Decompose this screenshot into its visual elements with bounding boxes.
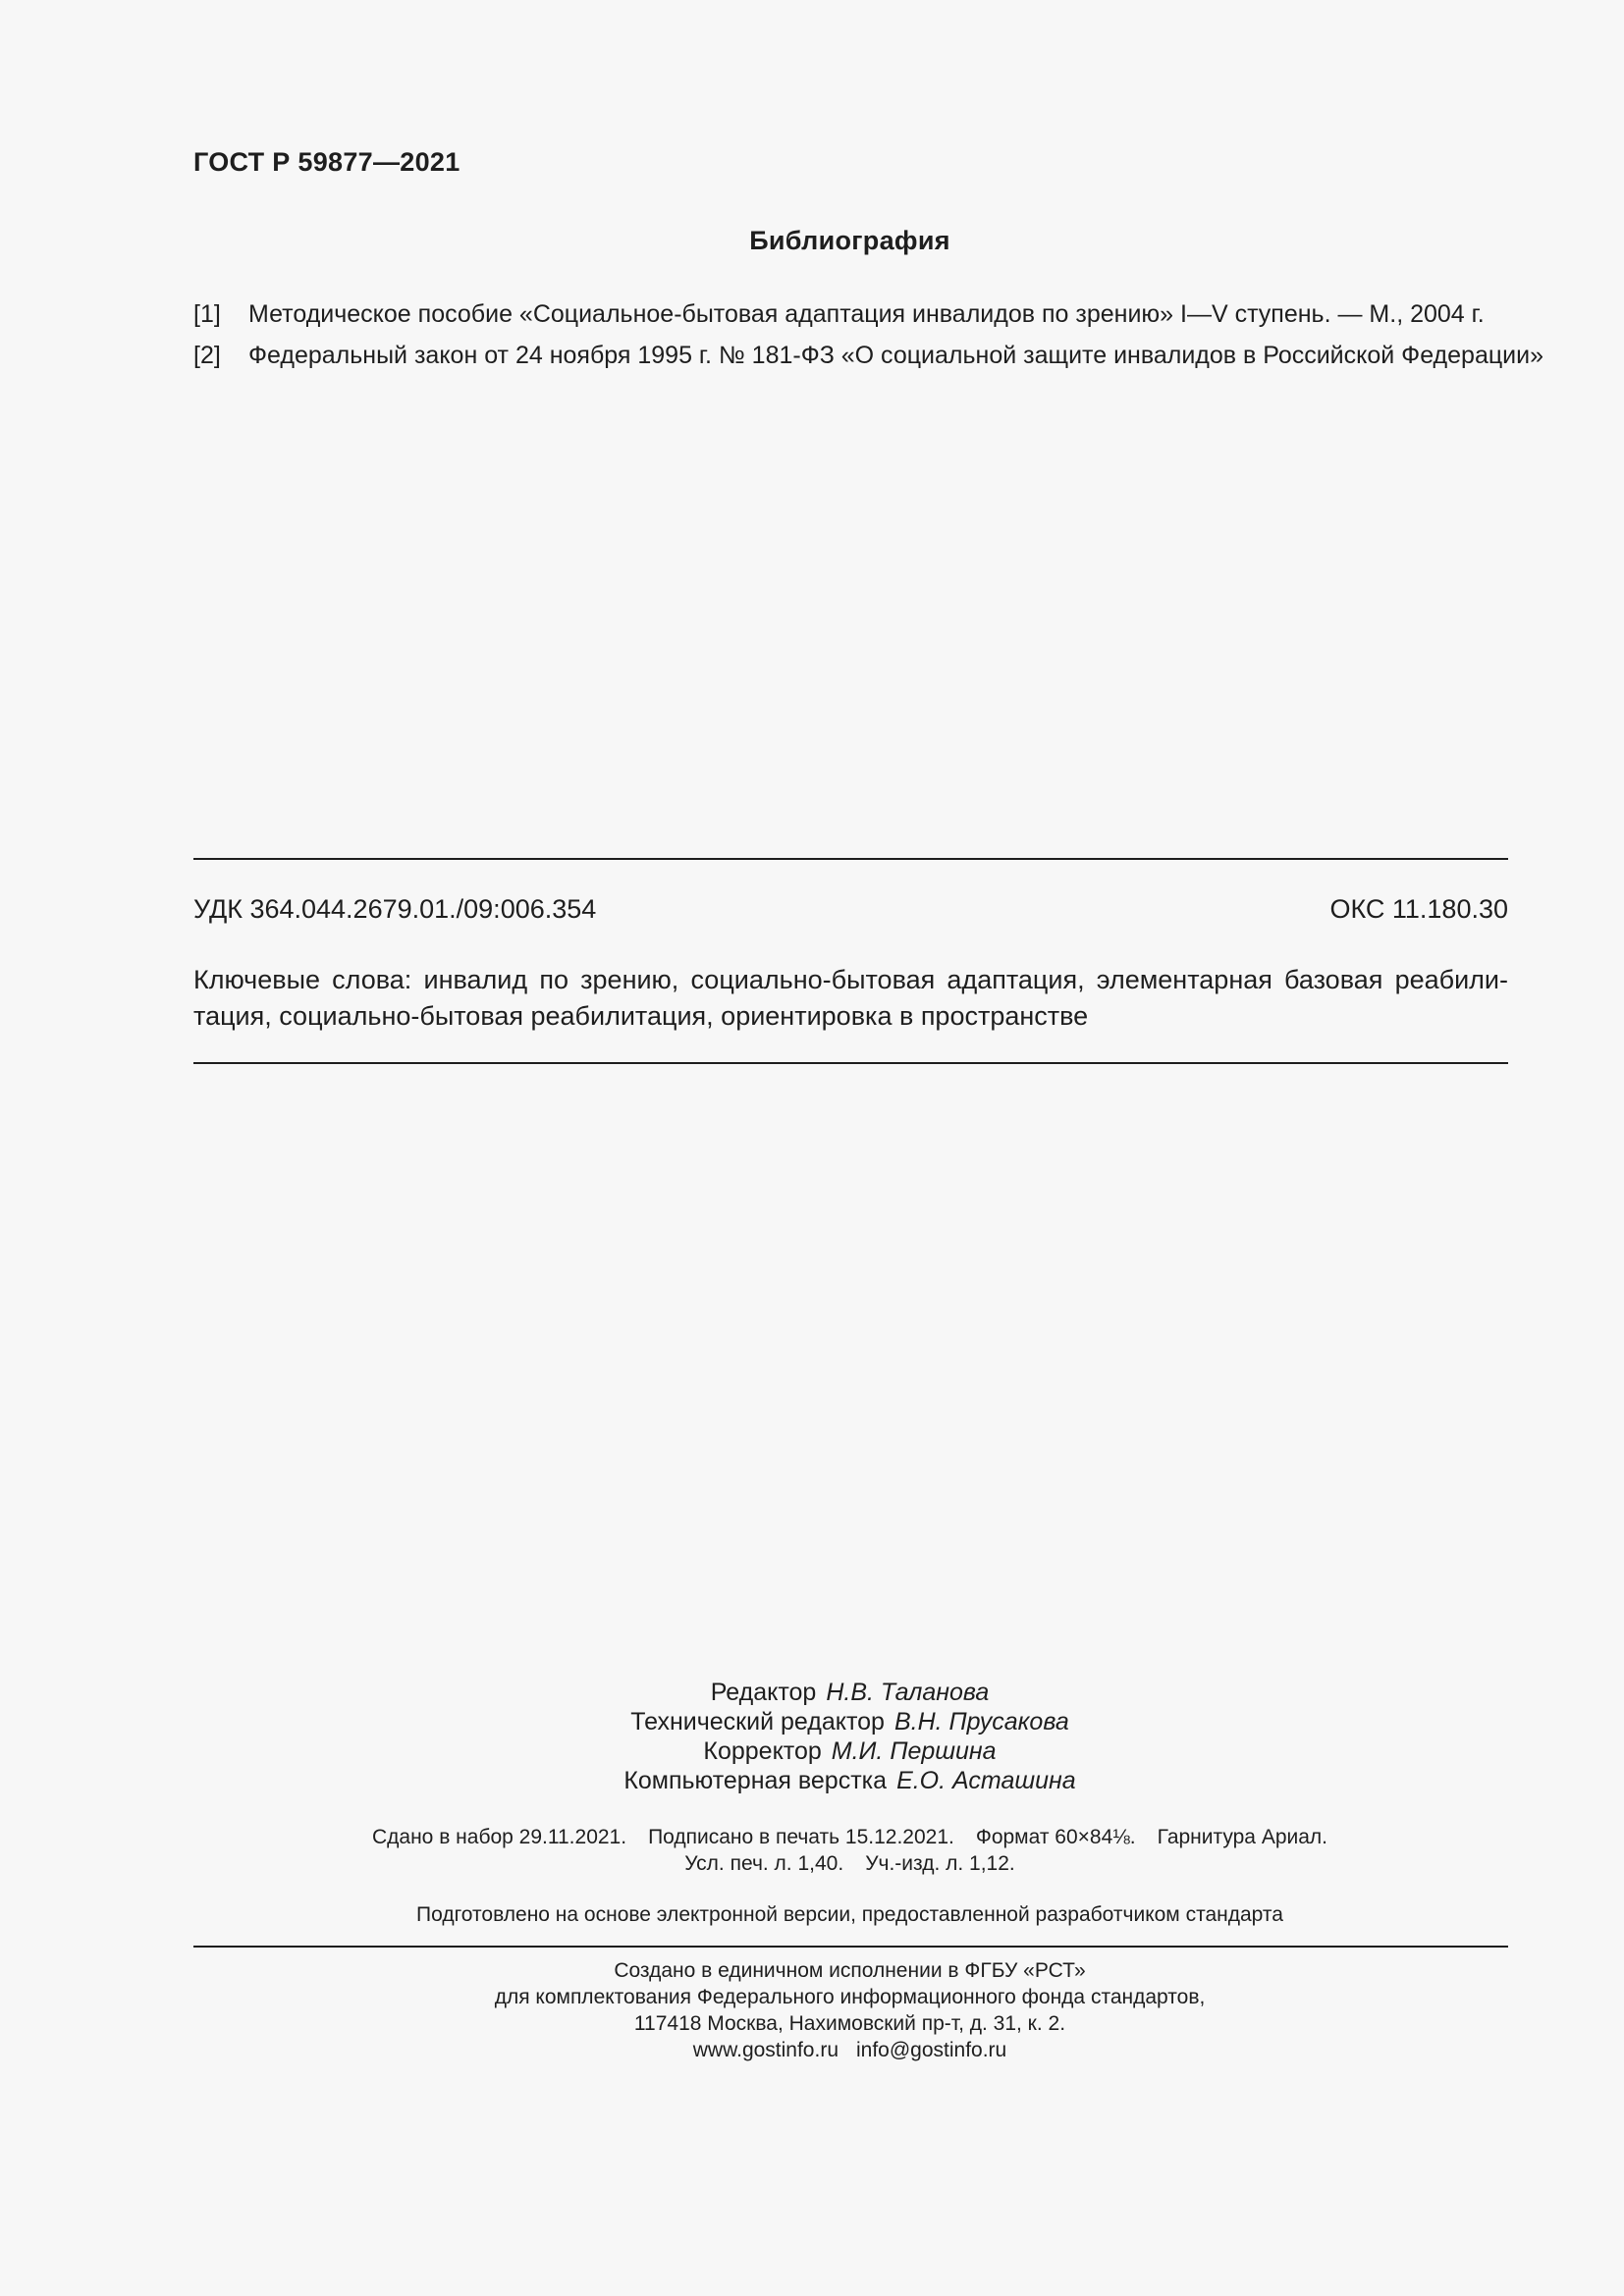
- credit-role: Редактор: [710, 1679, 817, 1706]
- bibliography-entry: [193, 300, 1568, 329]
- imprint-line-2: [0, 1850, 1624, 1877]
- divider-top: [193, 858, 1508, 860]
- imprint-line-1: [0, 1824, 1624, 1850]
- footer-line-1: Создано в единичном исполнении в ФГБУ «РСТ»: [614, 1959, 1086, 1982]
- bibliography-entry-number: [2]: [193, 342, 221, 369]
- credits-block: [0, 1678, 1624, 1795]
- oks-code: ОКС 11.180.30: [1329, 894, 1508, 924]
- footer-email-link[interactable]: info@gostinfo.ru: [856, 2039, 1007, 2061]
- divider-keywords: [193, 1062, 1508, 1064]
- credit-layout: [0, 1766, 1624, 1795]
- credit-name: В.Н. Прусакова: [893, 1708, 1069, 1735]
- credit-technical-editor: [0, 1707, 1624, 1736]
- bibliography-entry-text: Методическое пособие «Социальное-бытовая адаптация инвалидов по зрению» I—V ступень. — М., 2004 г.: [248, 300, 1485, 328]
- footer-line-3: 117418 Москва, Нахимовский пр-т, д. 31, к. 2.: [633, 2012, 1066, 2035]
- footer-website-link[interactable]: www.gostinfo.ru: [692, 2039, 839, 2061]
- imprint-typeface: Гарнитура Ариал.: [1157, 1826, 1327, 1848]
- keywords-line-1: Ключевые слова: инвалид по зрению, социально-бытовая адаптация, элементарная базовая реабили-: [193, 965, 1508, 994]
- bibliography-entry-number: [1]: [193, 300, 221, 328]
- imprint-signed: Подписано в печать 15.12.2021.: [648, 1826, 954, 1848]
- bibliography-title: Библиография: [749, 226, 950, 255]
- prepared-note: Подготовлено на основе электронной версии, предоставленной разработчиком стандарта: [416, 1903, 1283, 1926]
- imprint-format: Формат 60×84⅛.: [975, 1826, 1136, 1848]
- divider-footer: [193, 1946, 1508, 1948]
- standard-code: ГОСТ Р 59877—2021: [193, 147, 460, 177]
- credit-name: Н.В. Таланова: [826, 1679, 990, 1706]
- udk-code: УДК 364.044.2679.01./09:006.354: [193, 894, 597, 924]
- credit-role: Технический редактор: [630, 1708, 885, 1735]
- keywords-line-2: тация, социально-бытовая реабилитация, ориентировка в пространстве: [193, 1001, 1089, 1031]
- credit-role: Корректор: [703, 1737, 822, 1765]
- keywords: [193, 962, 1508, 1035]
- imprint-print-sheets: Усл. печ. л. 1,40.: [684, 1852, 844, 1875]
- footer-block: [0, 1957, 1624, 2063]
- footer-line-2: для комплектования Федерального информационного фонда стандартов,: [494, 1986, 1206, 2008]
- footer-contacts: [0, 2037, 1624, 2063]
- imprint-submitted: Сдано в набор 29.11.2021.: [371, 1826, 627, 1848]
- credit-name: М.И. Першина: [831, 1737, 997, 1765]
- credit-role: Компьютерная верстка: [623, 1767, 888, 1794]
- imprint-publisher-sheets: Уч.-изд. л. 1,12.: [865, 1852, 1015, 1875]
- imprint-block: [0, 1824, 1624, 1877]
- bibliography-entry: [193, 342, 1568, 370]
- credit-editor: [0, 1678, 1624, 1707]
- bibliography-entry-text: Федеральный закон от 24 ноября 1995 г. № 181-ФЗ «О социальной защите инвалидов в Российской Федерации»: [248, 342, 1543, 369]
- credit-proofreader: [0, 1736, 1624, 1766]
- credit-name: Е.О. Асташина: [896, 1767, 1076, 1794]
